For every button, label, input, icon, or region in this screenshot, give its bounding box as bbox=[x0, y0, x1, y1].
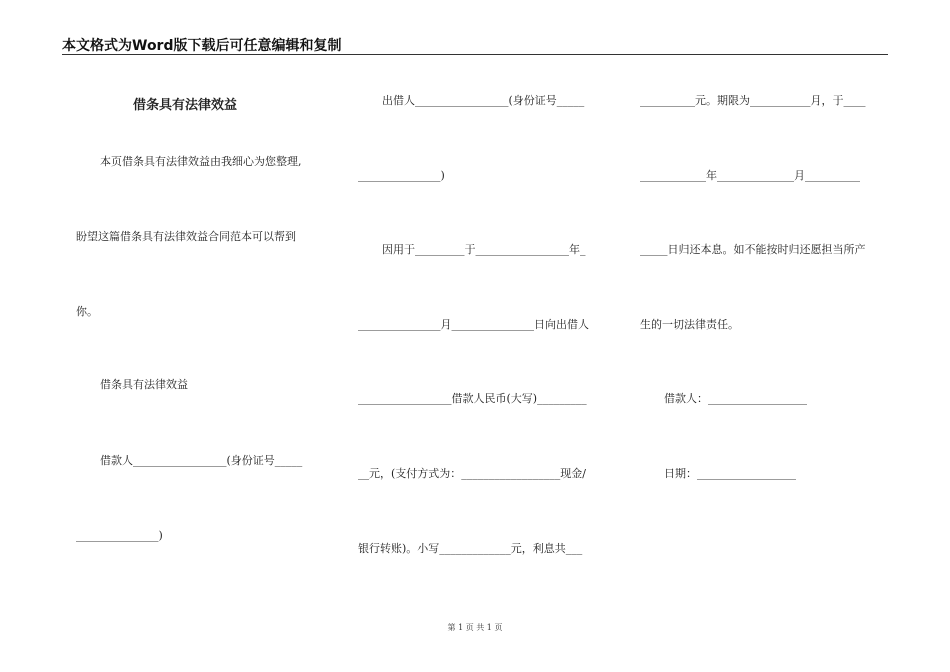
date-line: _______________月_______________日向出借人 bbox=[358, 318, 589, 331]
repayment-line: _____日归还本息。如不能按时归还愿担当所产 bbox=[640, 243, 866, 256]
term-line: __________元。期限为___________月，于____ bbox=[640, 94, 866, 107]
lender-id-end: _______________) bbox=[358, 169, 445, 182]
section-heading: 借条具有法律效益 bbox=[100, 378, 188, 391]
page-footer: 第 1 页 共 1 页 bbox=[447, 623, 503, 632]
intro-line-2: 盼望这篇借条具有法律效益合同范本可以帮到 bbox=[76, 230, 296, 243]
amount-line: _________________借款人民币(大写)_________ bbox=[358, 392, 587, 405]
lender-line: 出借人_________________(身份证号_____ bbox=[382, 94, 585, 107]
borrower-id-end: _______________) bbox=[76, 529, 163, 542]
due-date-line: ____________年______________月__________ bbox=[640, 169, 860, 182]
document-title: 借条具有法律效益 bbox=[133, 98, 238, 113]
header-title: 本文格式为Word版下载后可任意编辑和复制 bbox=[62, 38, 342, 54]
interest-line: 银行转账)。小写_____________元，利息共___ bbox=[358, 542, 583, 555]
payment-method-line: __元，(支付方式为：__________________现金/ bbox=[358, 467, 586, 480]
purpose-line: 因用于_________于_________________年_ bbox=[382, 243, 586, 256]
intro-line-1: 本页借条具有法律效益由我细心为您整理, bbox=[100, 155, 302, 168]
signature-date: 日期：__________________ bbox=[664, 467, 796, 480]
intro-line-3: 你。 bbox=[76, 305, 98, 318]
page-header bbox=[62, 34, 888, 55]
signature-borrower: 借款人：__________________ bbox=[664, 392, 807, 405]
borrower-line: 借款人_________________(身份证号_____ bbox=[100, 454, 303, 467]
liability-line: 生的一切法律责任。 bbox=[640, 318, 739, 331]
